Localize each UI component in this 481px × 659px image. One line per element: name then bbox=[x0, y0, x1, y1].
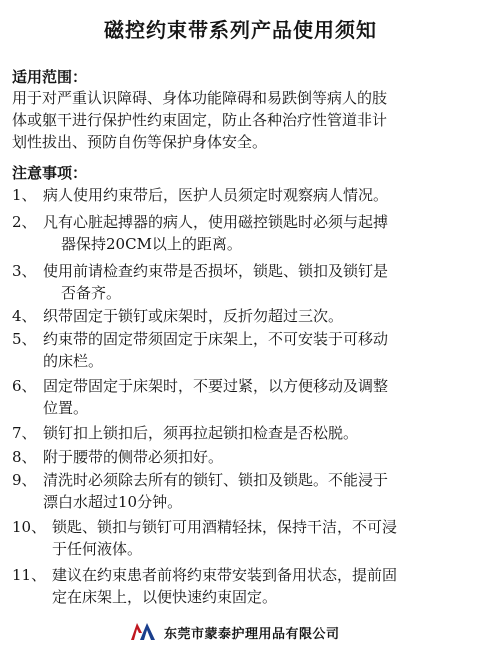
notes-heading: 注意事项： bbox=[12, 164, 88, 182]
note-number: 10、 bbox=[12, 518, 47, 536]
note-line: 凡有心脏起搏器的病人，使用磁控锁匙时必须与起搏 bbox=[43, 213, 389, 231]
company-logo-icon bbox=[130, 620, 156, 642]
note-line: 锁匙、锁扣与锁钉可用酒精轻抹，保持干洁，不可浸 bbox=[52, 518, 398, 536]
note-line: 附于腰带的侧带必须扣好。 bbox=[43, 448, 224, 466]
note-line: 于任何液体。 bbox=[52, 540, 143, 558]
note-line: 定在床架上，以便快速约束固定。 bbox=[52, 588, 278, 606]
note-line: 位置。 bbox=[43, 399, 89, 417]
note-line: 的床栏。 bbox=[43, 352, 104, 370]
scope-line: 体或躯干进行保护性约束固定，防止各种治疗性管道非计 bbox=[12, 111, 388, 129]
note-line: 约束带的固定带须固定于床架上，不可安装于可移动 bbox=[43, 330, 389, 348]
note-number: 2、 bbox=[12, 213, 37, 231]
note-line: 否备齐。 bbox=[61, 284, 122, 302]
note-number: 4、 bbox=[12, 307, 37, 325]
note-number: 3、 bbox=[12, 262, 37, 280]
note-line: 建议在约束患者前将约束带安装到备用状态，提前固 bbox=[52, 566, 398, 584]
scope-heading: 适用范围： bbox=[12, 68, 88, 86]
document-title: 磁控约束带系列产品使用须知 bbox=[104, 18, 377, 42]
note-line: 病人使用约束带后，医护人员须定时观察病人情况。 bbox=[43, 186, 389, 204]
note-line: 器保持20CM以上的距离。 bbox=[61, 235, 242, 253]
note-line: 锁钉扣上锁扣后，须再拉起锁扣检查是否松脱。 bbox=[43, 424, 359, 442]
note-number: 11、 bbox=[12, 566, 47, 584]
note-line: 漂白水超过10分钟。 bbox=[43, 493, 183, 511]
note-number: 1、 bbox=[12, 186, 37, 204]
note-line: 使用前请检查约束带是否损坏，锁匙、锁扣及锁钉是 bbox=[43, 262, 389, 280]
note-number: 6、 bbox=[12, 377, 37, 395]
scope-line: 用于对严重认识障碍、身体功能障碍和易跌倒等病人的肢 bbox=[12, 89, 388, 107]
note-line: 固定带固定于床架时，不要过紧，以方便移动及调整 bbox=[43, 377, 389, 395]
note-number: 5、 bbox=[12, 330, 37, 348]
company-name: 东莞市蒙泰护理用品有限公司 bbox=[164, 627, 340, 642]
note-number: 9、 bbox=[12, 471, 37, 489]
note-number: 8、 bbox=[12, 448, 37, 466]
note-number: 7、 bbox=[12, 424, 37, 442]
scope-line: 划性拔出、预防自伤等保护身体安全。 bbox=[12, 133, 268, 151]
footer bbox=[0, 620, 481, 646]
note-line: 织带固定于锁钉或床架时，反折勿超过三次。 bbox=[43, 307, 344, 325]
note-line: 清洗时必须除去所有的锁钉、锁扣及锁匙。不能浸于 bbox=[43, 471, 389, 489]
